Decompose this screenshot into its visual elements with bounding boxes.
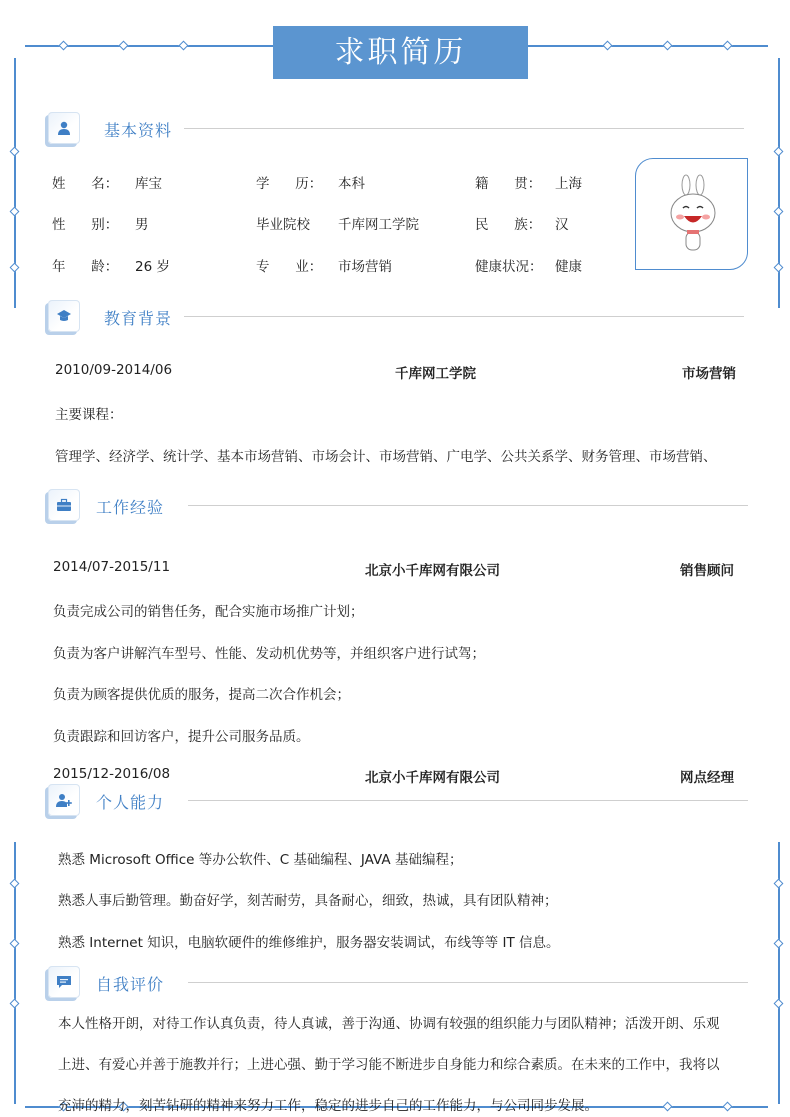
courses-label: 主要课程： [55,407,123,423]
self-eval-line: 本人性格开朗，对待工作认真负责，待人真诚，善于沟通、协调有较强的组织能力与团队精神；活泼开朗、乐观 [58,1016,720,1032]
health-label: 健康状况： [475,259,543,275]
name-label: 姓 名： [52,176,119,192]
age-value: 26 岁 [135,259,170,275]
job1-duty: 负责完成公司的销售任务，配合实施市场推广计划； [53,604,364,620]
job1-duty: 负责跟踪和回访客户，提升公司服务品质。 [53,729,310,745]
gender-value: 男 [135,217,149,233]
section-skills-header [48,784,748,820]
section-title: 个人能力 [96,793,165,812]
education-major: 市场营销 [682,366,736,382]
self-eval-line: 充沛的精力，刻苦钻研的精神来努力工作，稳定的进步自己的工作能力，与公司同步发展。 [58,1098,598,1114]
edu-value: 本科 [338,176,365,192]
ethnic-label: 民 族： [475,217,542,233]
section-self-header [48,966,748,1002]
edu-label: 学 历： [256,176,323,192]
job1-duty: 负责为顾客提供优质的服务，提高二次合作机会； [53,687,350,703]
self-eval-line: 上进、有爱心并善于施教并行；上进心强、勤于学习能不断进步自身能力和综合素质。在未来的工作中，我将以 [58,1057,720,1073]
divider [188,800,748,801]
section-basic-header [48,112,748,148]
school-label: 毕业院校 [256,217,310,233]
section-title: 教育背景 [104,309,173,328]
health-value: 健康 [555,259,582,275]
divider [184,316,744,317]
age-label: 年 龄： [52,259,119,275]
person-plus-icon [48,784,80,816]
job2-period: 2015/12-2016/08 [53,766,171,782]
section-work-header [48,489,748,525]
origin-label: 籍 贯： [475,176,542,192]
job2-role: 网点经理 [680,770,734,786]
page-title: 求职简历 [273,26,528,79]
origin-value: 上海 [555,176,582,192]
major-label: 专 业： [256,259,323,275]
major-value: 市场营销 [338,259,392,275]
avatar-illustration [658,173,728,257]
skill-item: 熟悉 Microsoft Office 等办公软件、C 基础编程、JAVA 基础编程； [58,852,463,868]
person-icon [48,112,80,144]
education-period: 2010/09-2014/06 [55,362,173,378]
graduation-cap-icon [48,300,80,332]
divider [184,128,744,129]
school-value: 千库网工学院 [338,217,419,233]
job1-duty: 负责为客户讲解汽车型号、性能、发动机优势等，并组织客户进行试驾； [53,646,485,662]
divider [188,505,748,506]
name-value: 库宝 [135,176,162,192]
job1-period: 2014/07-2015/11 [53,559,171,575]
gender-label: 性 别： [52,217,119,233]
section-title: 基本资料 [104,121,173,140]
divider [188,982,748,983]
section-title: 自我评价 [96,975,165,994]
skill-item: 熟悉人事后勤管理。勤奋好学，刻苦耐劳，具备耐心，细致，热诚，具有团队精神； [58,893,558,909]
comment-icon [48,966,80,998]
section-education-header [48,300,748,336]
ethnic-value: 汉 [555,217,569,233]
job2-company: 北京小千库网有限公司 [365,770,500,786]
skill-item: 熟悉 Internet 知识，电脑软硬件的维修维护，服务器安装调试，布线等等 IT 信息。 [58,935,560,951]
job1-role: 销售顾问 [680,563,734,579]
job1-company: 北京小千库网有限公司 [365,563,500,579]
avatar [635,158,748,270]
courses-list: 管理学、经济学、统计学、基本市场营销、市场会计、市场营销、广电学、公共关系学、财务管理、市场营销、 [55,449,717,465]
section-title: 工作经验 [96,498,165,517]
education-school: 千库网工学院 [395,366,476,382]
briefcase-icon [48,489,80,521]
